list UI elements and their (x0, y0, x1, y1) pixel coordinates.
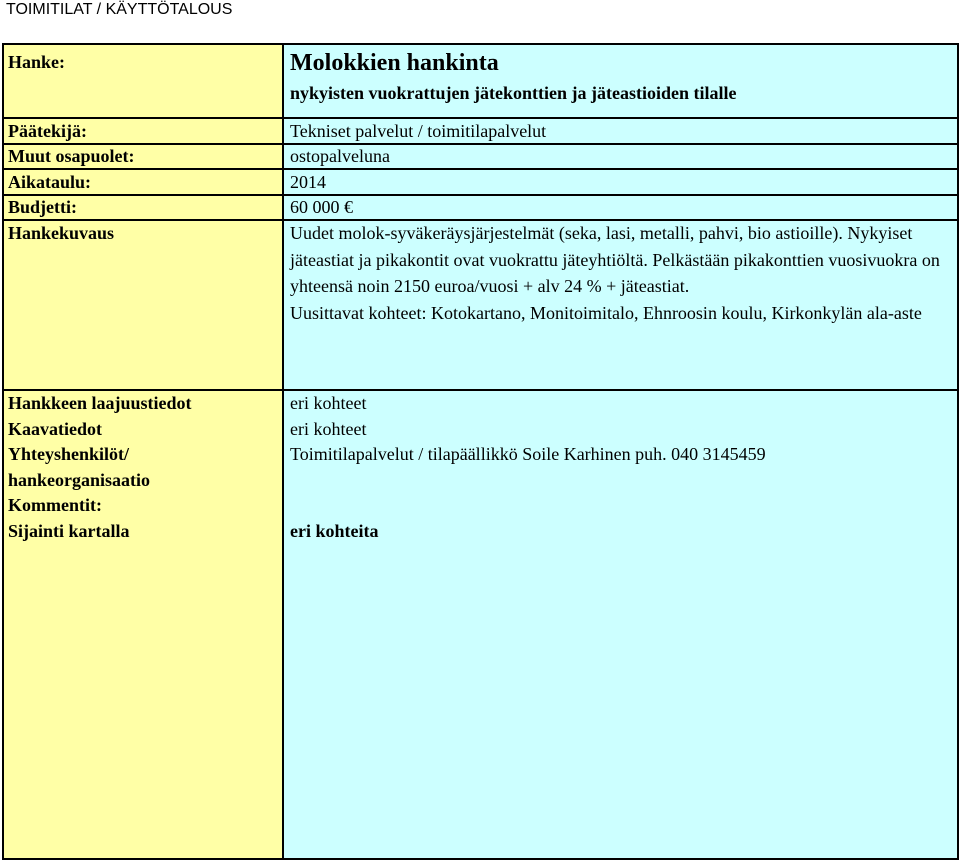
row-divider (4, 168, 957, 170)
label-kommentit: Kommentit: (8, 495, 102, 515)
value-aikataulu: 2014 (290, 172, 326, 192)
label-column (4, 45, 284, 858)
document-header: TOIMITILAT / KÄYTTÖTALOUS (6, 1, 233, 18)
label-hankekuvaus: Hankekuvaus (8, 223, 115, 243)
label-laajuustiedot: Hankkeen laajuustiedot (8, 393, 192, 413)
label-hanke: Hanke: (8, 52, 66, 72)
project-subtitle: nykyisten vuokrattujen jätekonttien ja jäteastioiden tilalle (290, 83, 737, 103)
value-yhteyshenkilot: Toimitilapalvelut / tilapäällikkö Soile Karhinen puh. 040 3145459 (290, 444, 766, 464)
row-divider (4, 194, 957, 196)
project-title: Molokkien hankinta (290, 50, 499, 76)
value-paatekija: Tekniset palvelut / toimitilapalvelut (290, 121, 547, 141)
row-divider (4, 143, 957, 145)
label-muut-osapuolet: Muut osapuolet: (8, 146, 135, 166)
row-divider (4, 389, 957, 391)
value-budjetti: 60 000 € (290, 197, 353, 217)
label-budjetti: Budjetti: (8, 197, 77, 217)
value-sijainti: eri kohteita (290, 521, 379, 541)
hankekuvaus-paragraph-2: Uusittavat kohteet: Kotokartano, Monitoimitalo, Ehnroosin koulu, Kirkonkylän ala-aste (290, 302, 922, 323)
value-column (284, 45, 957, 858)
value-kaavatiedot: eri kohteet (290, 419, 367, 439)
label-yhteyshenkilot: Yhteyshenkilöt/ (8, 444, 130, 464)
label-kaavatiedot: Kaavatiedot (8, 419, 102, 439)
hankekuvaus-paragraph-1: Uudet molok-syväkeräysjärjestelmät (seka, lasi, metalli, pahvi, bio astioille). Nykyiset jäteastiat ja pikakontit ovat vuokrattu jäteyhtiöltä. Pelkästään pikakonttien vuosivuokra on yhteensä noin 2150 euroa/vuosi + alv 24 % + jäteastiat. (290, 223, 940, 296)
row-divider (4, 117, 957, 119)
label-sijainti: Sijainti kartalla (8, 521, 130, 541)
value-laajuustiedot: eri kohteet (290, 393, 367, 413)
project-card (2, 43, 959, 860)
label-hankeorganisaatio: hankeorganisaatio (8, 470, 151, 490)
label-aikataulu: Aikataulu: (8, 172, 92, 192)
value-muut-osapuolet: ostopalveluna (290, 146, 390, 166)
value-hankekuvaus (290, 220, 950, 326)
row-divider (4, 219, 957, 221)
label-paatekija: Päätekijä: (8, 121, 87, 141)
